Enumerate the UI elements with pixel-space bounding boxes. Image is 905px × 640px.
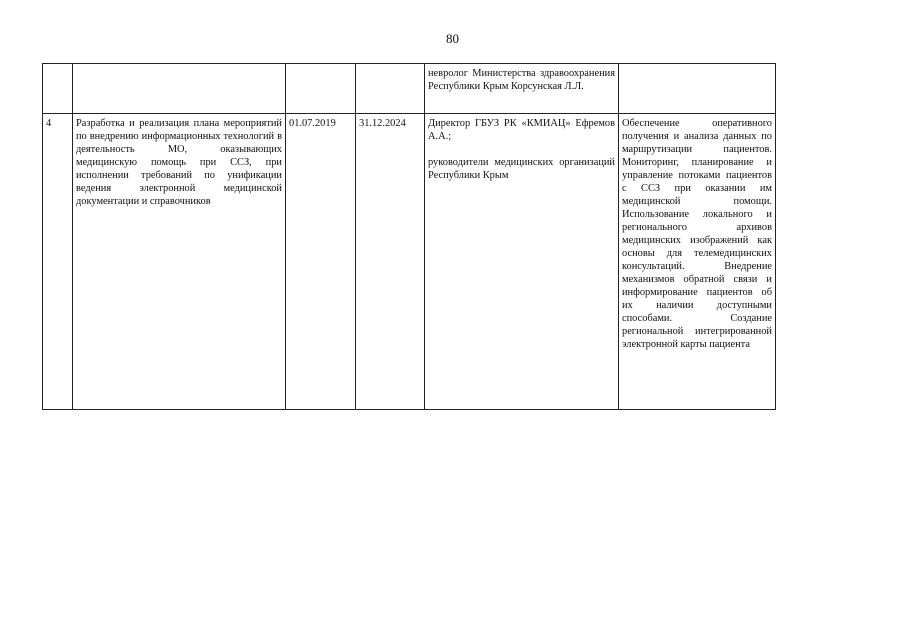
cell-num: 4	[43, 114, 73, 410]
responsible-director: Директор ГБУЗ РК «КМИАЦ» Ефремов А.А.;	[428, 118, 615, 142]
cell-start-date: 01.07.2019	[286, 114, 356, 410]
cell-responsible	[425, 114, 619, 410]
table-row-continuation	[43, 64, 776, 114]
cell-end-date	[356, 64, 425, 114]
table-row	[43, 114, 776, 410]
cell-end-date: 31.12.2024	[356, 114, 425, 410]
cell-activity	[73, 64, 286, 114]
responsible-heads: руководители медицинских организаций Республики Крым	[428, 157, 615, 181]
cell-responsible: невролог Министерства здравоохранения Республики Крым Корсунская Л.Л.	[425, 64, 619, 114]
cell-result	[619, 64, 776, 114]
page-number: 80	[446, 31, 459, 46]
cell-result: Обеспечение оперативного получения и анализа данных по маршрутизации пациентов. Мониторинг, планирование и управление потоками пациентов с ССЗ при оказании им медицинской помощи. Использование локального и регионального архивов медицинских изображений как основы для телемедицинских консультаций. Внедрение механизмов обратной связи и информирование пациентов об их наличии доступными способами. Создание региональной интегрированной электронной карты пациента	[619, 114, 776, 410]
cell-activity: Разработка и реализация плана мероприятий по внедрению информационных технологий в деятельность МО, оказывающих медицинскую помощь при ССЗ, при исполнении требований по унификации ведения электронной медицинской документации и справочников	[73, 114, 286, 410]
cell-start-date	[286, 64, 356, 114]
cell-num	[43, 64, 73, 114]
plan-table	[42, 63, 776, 410]
